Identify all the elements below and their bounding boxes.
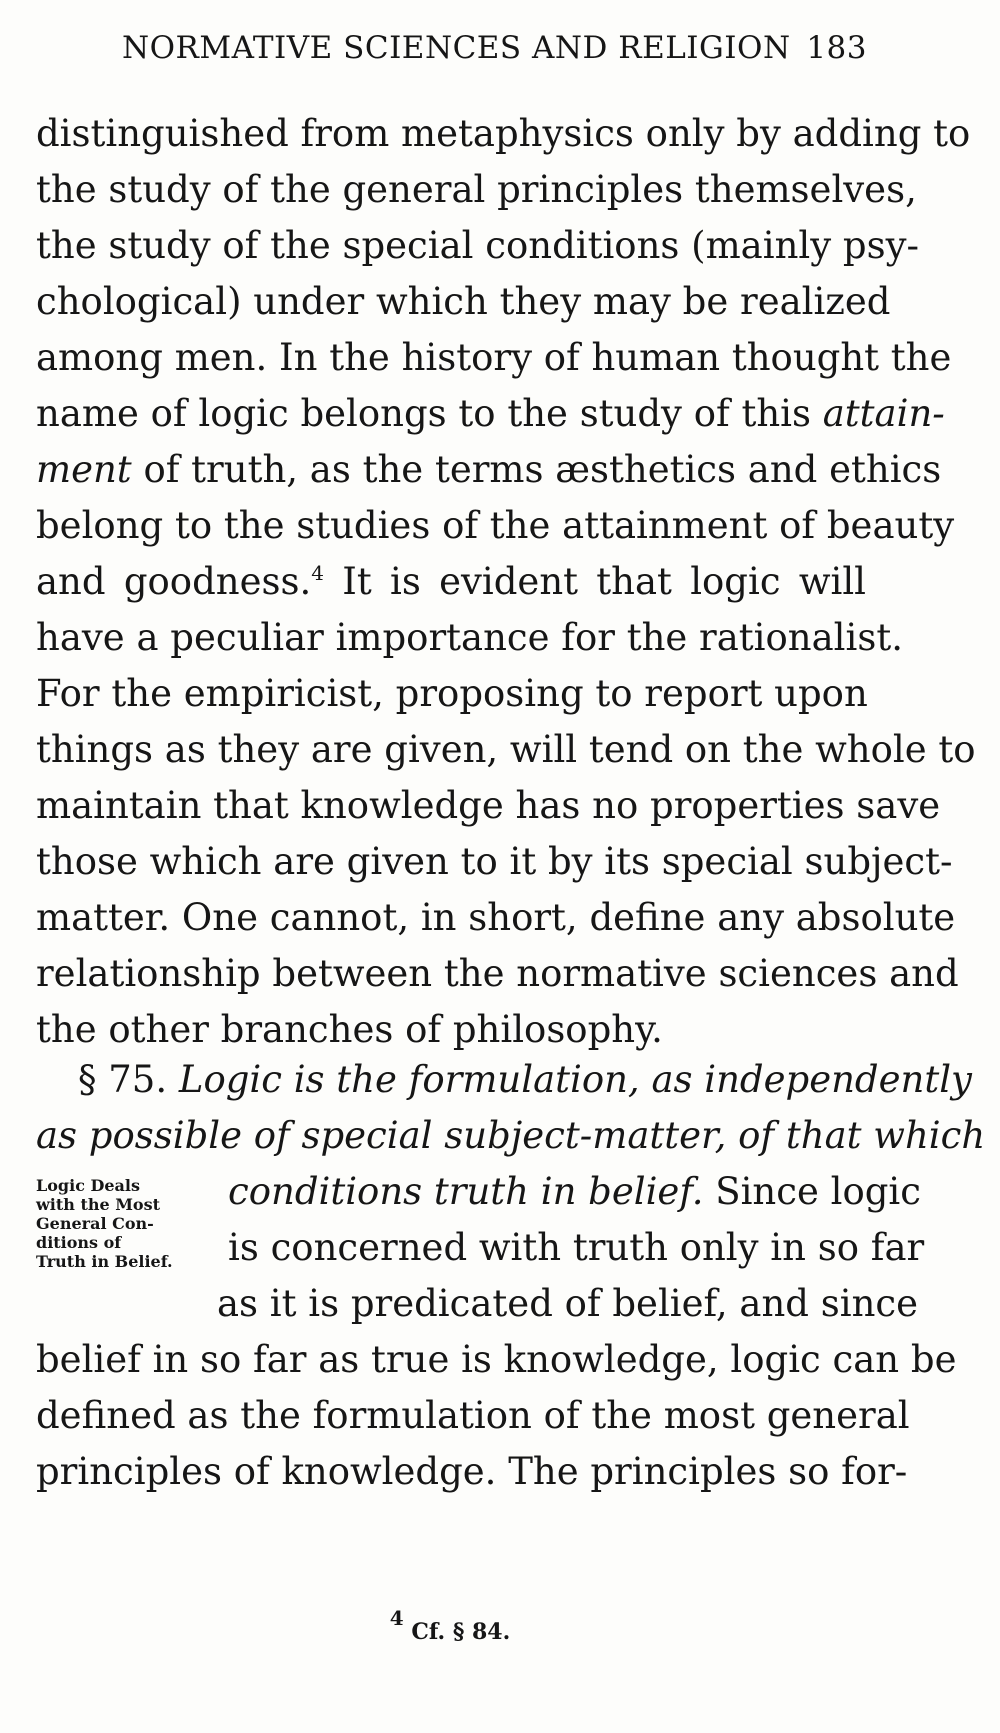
margin-note-line: General Con-	[36, 1214, 154, 1233]
section-title: Logic is the formulation, as independently	[178, 1058, 972, 1101]
footnote-marker: 4	[311, 561, 324, 585]
body-text: It is evident that logic will	[342, 560, 866, 603]
body-line: defined as the formulation of the most general	[36, 1394, 910, 1437]
body-line: those which are given to it by its special subject-	[36, 840, 953, 883]
margin-note-line: ditions of	[36, 1233, 122, 1252]
section-title-line: as possible of special subject-matter, of that which	[36, 1114, 986, 1157]
body-line	[36, 554, 866, 610]
body-line: things as they are given, will tend on the whole to	[36, 728, 976, 771]
body-line: among men. In the history of human thought the	[36, 336, 952, 379]
margin-note-line: Truth in Belief.	[36, 1252, 173, 1271]
footnote-mark: 4	[389, 1606, 404, 1630]
margin-note-line: with the Most	[36, 1195, 160, 1214]
body-text: of truth, as the terms æsthetics and ethics	[143, 448, 942, 491]
margin-note	[36, 1176, 173, 1271]
body-line: the other branches of philosophy.	[36, 1008, 663, 1051]
body-line: matter. One cannot, in short, define any absolute	[36, 896, 956, 939]
body-line: chological) under which they may be realized	[36, 280, 891, 323]
section-number: § 75.	[78, 1058, 168, 1101]
body-line: distinguished from metaphysics only by adding to	[36, 112, 971, 155]
body-line: have a peculiar importance for the rationalist.	[36, 616, 903, 659]
body-line: principles of knowledge. The principles so for-	[36, 1450, 908, 1493]
running-header	[122, 30, 867, 66]
italic-word: attain-	[822, 392, 945, 435]
body-line: the study of the special conditions (mainly psy-	[36, 224, 919, 267]
body-line: is concerned with truth only in so far	[228, 1226, 925, 1269]
body-line: relationship between the normative sciences and	[36, 952, 959, 995]
body-line: maintain that knowledge has no properties save	[36, 784, 941, 827]
page-number: 183	[806, 30, 867, 66]
margin-note-line: Logic Deals	[36, 1176, 141, 1195]
body-line	[36, 442, 942, 498]
footnote	[0, 1606, 900, 1645]
body-line: For the empiricist, proposing to report upon	[36, 672, 868, 715]
body-line: belong to the studies of the attainment of beauty	[36, 504, 955, 547]
section-heading-line	[36, 1052, 972, 1108]
body-line: the study of the general principles themselves,	[36, 168, 917, 211]
body-line: as it is predicated of belief, and since	[217, 1282, 919, 1325]
footnote-text: Cf. § 84.	[411, 1619, 511, 1645]
body-line	[36, 386, 945, 442]
section-title: conditions truth in belief.	[228, 1170, 704, 1213]
body-text: and goodness.	[36, 560, 312, 603]
body-text: Since logic	[715, 1170, 921, 1213]
body-text: name of logic belongs to the study of this	[36, 392, 811, 435]
section-title-line	[228, 1164, 921, 1220]
body-line: belief in so far as true is knowledge, logic can be	[36, 1338, 957, 1381]
running-title: NORMATIVE SCIENCES AND RELIGION	[122, 30, 791, 66]
italic-word: ment	[36, 448, 132, 491]
